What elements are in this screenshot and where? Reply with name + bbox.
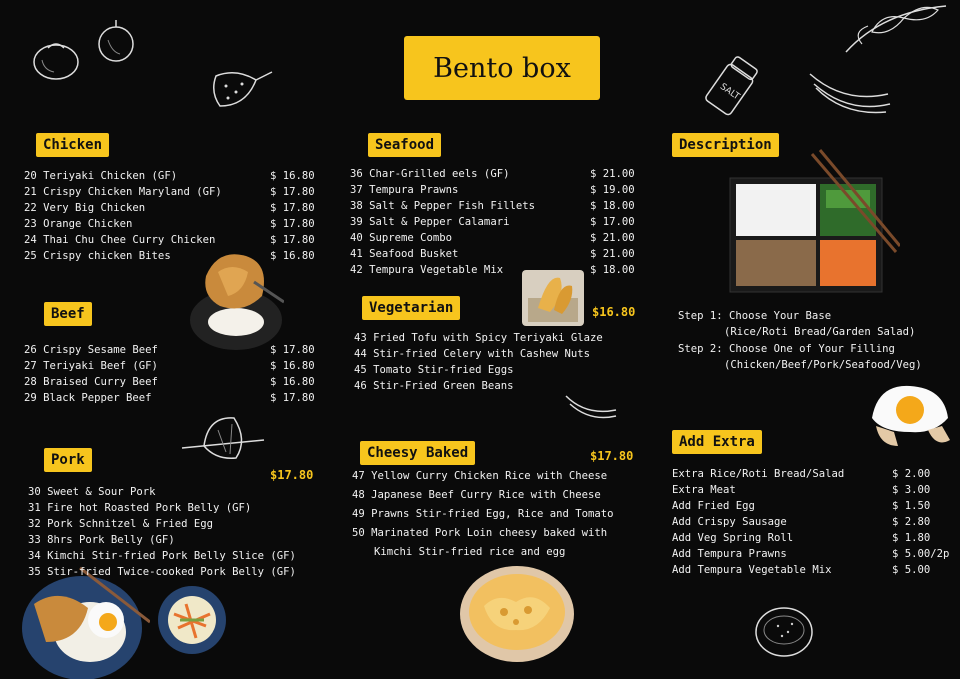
vegetarian-section-label: Vegetarian — [362, 296, 460, 320]
list-item[interactable]: 36 Char-Grilled eels (GF) $ 21.00 — [350, 168, 635, 180]
list-item[interactable]: 43 Fried Tofu with Spicy Teriyaki Glaze — [354, 332, 603, 344]
chicken-list — [24, 168, 320, 264]
cheesy-baked-list — [352, 470, 648, 565]
list-item[interactable]: 27 Teriyaki Beef (GF) $ 16.80 — [24, 360, 315, 372]
beef-section-label: Beef — [44, 302, 92, 326]
list-item[interactable]: 47 Yellow Curry Chicken Rice with Cheese — [352, 470, 608, 482]
list-item[interactable]: Extra Meat $ 3.00 — [672, 484, 931, 496]
seafood-list — [350, 166, 640, 278]
list-item[interactable]: Add Tempura Vegetable Mix $ 5.00 — [672, 564, 931, 576]
list-item[interactable]: 26 Crispy Sesame Beef $ 17.80 — [24, 344, 315, 356]
list-item[interactable]: 32 Pork Schnitzel & Fried Egg — [28, 518, 213, 530]
list-item[interactable]: 24 Thai Chu Chee Curry Chicken $ 17.80 — [24, 234, 315, 246]
beef-list — [24, 342, 320, 406]
list-item[interactable]: 20 Teriyaki Chicken (GF) $ 16.80 — [24, 170, 315, 182]
vegetarian-list — [354, 332, 644, 396]
list-item[interactable]: 46 Stir-Fried Green Beans — [354, 380, 514, 392]
list-item[interactable]: 45 Tomato Stir-fried Eggs — [354, 364, 514, 376]
list-item[interactable]: Kimchi Stir-fried rice and egg — [374, 546, 566, 558]
cheesy-baked-photo — [458, 562, 576, 672]
list-item[interactable]: 48 Japanese Beef Curry Rice with Cheese — [352, 489, 601, 501]
list-item[interactable]: 44 Stir-fried Celery with Cashew Nuts — [354, 348, 590, 360]
cheesy-baked-price: $17.80 — [590, 449, 634, 463]
list-item[interactable]: Extra Rice/Roti Bread/Salad $ 2.00 — [672, 468, 931, 480]
step-2: Step 2: Choose One of Your Filling — [678, 343, 895, 355]
list-item[interactable]: 49 Prawns Stir-fried Egg, Rice and Tomato — [352, 508, 614, 520]
step-1-detail: (Rice/Roti Bread/Garden Salad) — [724, 326, 916, 338]
list-item[interactable]: 41 Seafood Busket $ 21.00 — [350, 248, 635, 260]
chili-pepper-icon — [804, 64, 894, 120]
list-item[interactable]: 34 Kimchi Stir-fried Pork Belly Slice (GF) — [28, 550, 296, 562]
pork-list — [28, 486, 328, 582]
list-item[interactable]: 40 Supreme Combo $ 21.00 — [350, 232, 635, 244]
tomato-icon — [30, 34, 86, 82]
bento-box-photo — [728, 148, 900, 296]
list-item[interactable]: 29 Black Pepper Beef $ 17.80 — [24, 392, 315, 404]
list-item[interactable]: 42 Tempura Vegetable Mix $ 18.00 — [350, 264, 635, 276]
add-extra-section-label: Add Extra — [672, 430, 762, 454]
list-item[interactable]: Add Crispy Sausage $ 2.80 — [672, 516, 931, 528]
list-item[interactable]: Add Fried Egg $ 1.50 — [672, 500, 931, 512]
step-1: Step 1: Choose Your Base — [678, 310, 832, 322]
list-item[interactable]: Add Tempura Prawns $ 5.00/2p — [672, 548, 950, 560]
pork-price: $17.80 — [270, 468, 314, 482]
list-item[interactable]: 31 Fire hot Roasted Pork Belly (GF) — [28, 502, 252, 514]
list-item[interactable]: 38 Salt & Pepper Fish Fillets $ 18.00 — [350, 200, 635, 212]
list-item[interactable]: 25 Crispy chicken Bites $ 16.80 — [24, 250, 315, 262]
seafood-section-label: Seafood — [368, 133, 441, 157]
cracked-egg-icon — [864, 374, 954, 454]
rice-bowl-sketch-icon — [752, 604, 816, 660]
onion-icon — [94, 18, 138, 64]
salt-shaker-icon — [694, 54, 768, 120]
strawberry-icon — [206, 66, 276, 112]
vegetarian-price: $16.80 — [592, 305, 636, 319]
list-item[interactable]: 37 Tempura Prawns $ 19.00 — [350, 184, 635, 196]
list-item[interactable]: 35 Stir-fried Twice-cooked Pork Belly (GF) — [28, 566, 296, 578]
list-item[interactable]: 22 Very Big Chicken $ 17.80 — [24, 202, 315, 214]
list-item[interactable]: Add Veg Spring Roll $ 1.80 — [672, 532, 931, 544]
herb-leaves-icon — [842, 2, 952, 66]
cheesy-baked-section-label: Cheesy Baked — [360, 441, 475, 465]
list-item[interactable]: 28 Braised Curry Beef $ 16.80 — [24, 376, 315, 388]
menu-title: Bento box — [404, 36, 600, 100]
list-item[interactable]: 39 Salt & Pepper Calamari $ 17.00 — [350, 216, 635, 228]
list-item[interactable]: 30 Sweet & Sour Pork — [28, 486, 156, 498]
list-item[interactable]: 21 Crispy Chicken Maryland (GF) $ 17.80 — [24, 186, 315, 198]
leaf-icon — [178, 410, 268, 466]
salt-label: SALT — [717, 81, 742, 103]
list-item[interactable]: 23 Orange Chicken $ 17.80 — [24, 218, 315, 230]
salad-photo — [156, 584, 228, 656]
list-item[interactable]: 33 8hrs Pork Belly (GF) — [28, 534, 175, 546]
add-extra-list — [672, 466, 950, 578]
list-item[interactable]: 50 Marinated Pork Loin cheesy baked with — [352, 527, 608, 539]
chicken-section-label: Chicken — [36, 133, 109, 157]
pork-section-label: Pork — [44, 448, 92, 472]
step-2-detail: (Chicken/Beef/Pork/Seafood/Veg) — [724, 359, 922, 371]
description-section-label: Description — [672, 133, 779, 157]
